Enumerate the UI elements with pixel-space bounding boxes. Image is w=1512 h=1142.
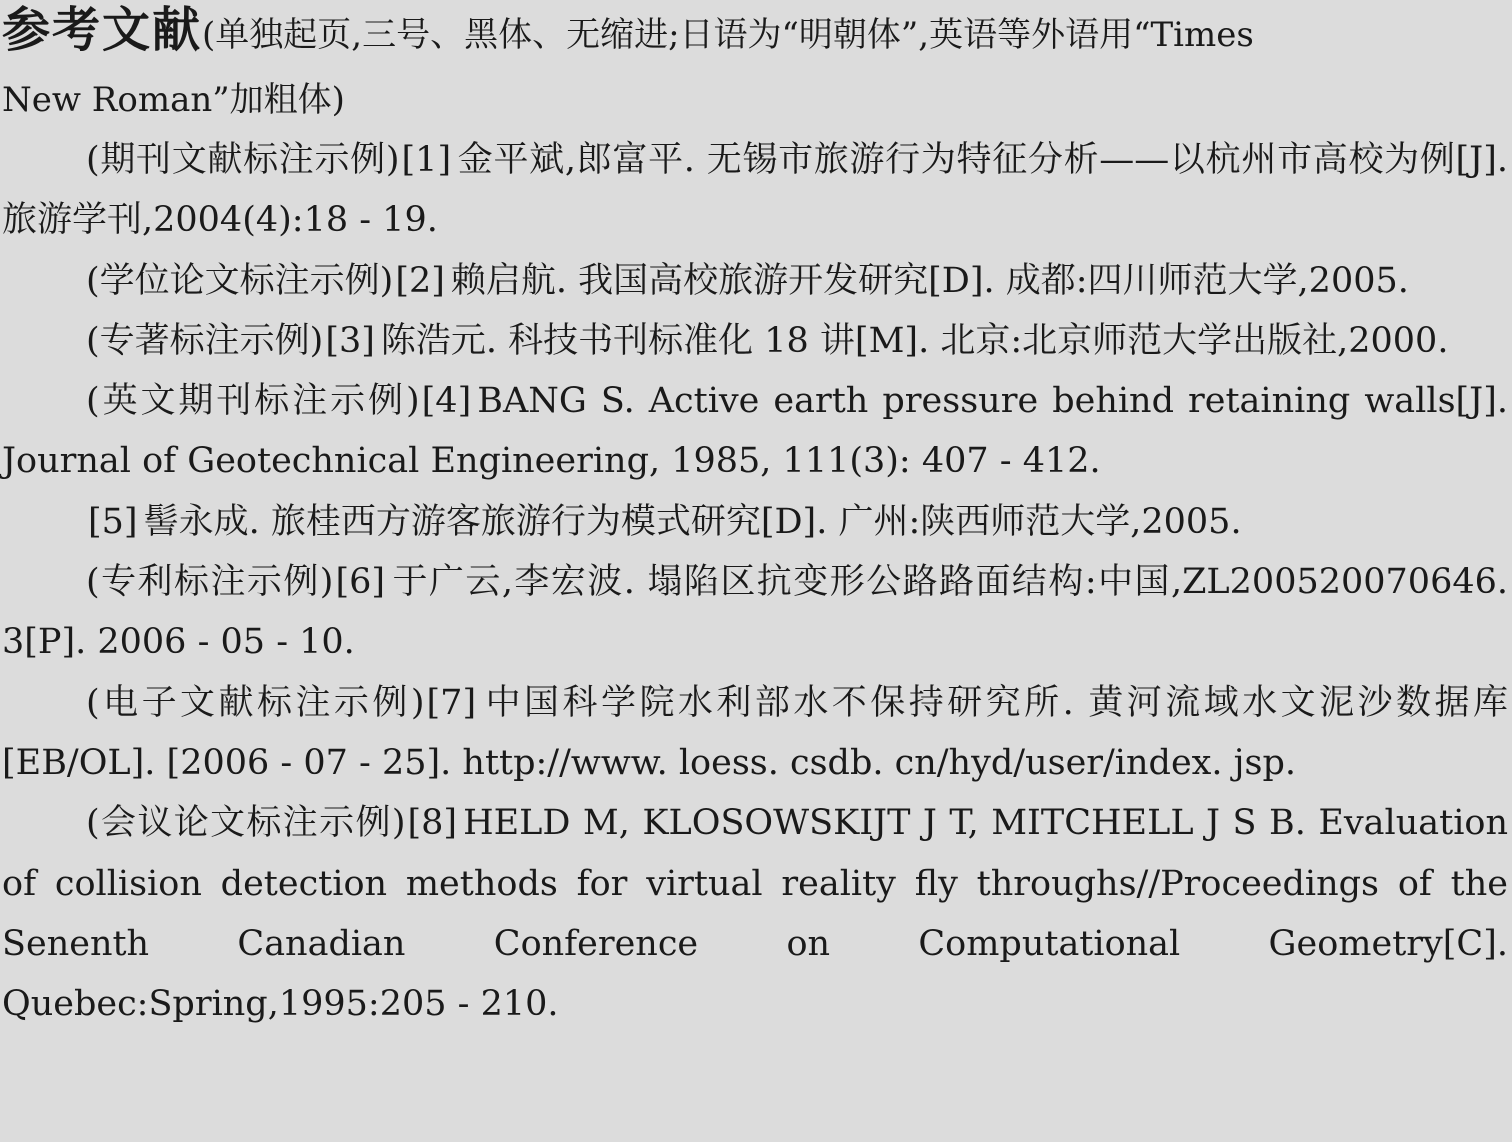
references-heading xyxy=(2,0,1508,70)
reference-item-5 xyxy=(2,492,1508,552)
reference-text: 金平斌,郎富平. 无锡市旅游行为特征分析——以杭州市高校为例[J]. 旅游学刊,2004(4):18 - 19. xyxy=(2,140,1508,241)
reference-text: HELD M, KLOSOWSKIJT J T, MITCHELL J S B. Evaluation of collision detection methods for virtual reality fly throughs//Proceedings of the Senenth Canadian Conference on Computational Geometry[C]. Quebec:Spring,1995:205 - 210. xyxy=(2,803,1508,1025)
reference-text: BANG S. Active earth pressure behind retaining walls[J]. Journal of Geotechnical Engineering, 1985, 111(3): 407 - 412. xyxy=(2,381,1508,482)
reference-type-label: (学位论文标注示例) xyxy=(86,260,394,301)
reference-list xyxy=(2,130,1508,1034)
reference-type-label: (专著标注示例) xyxy=(86,320,324,361)
reference-item-7 xyxy=(2,673,1508,794)
reference-item-6 xyxy=(2,552,1508,673)
reference-type-label: (英文期刊标注示例) xyxy=(86,381,420,422)
reference-item-1 xyxy=(2,130,1508,251)
reference-text: 中国科学院水利部水不保持研究所. 黄河流域水文泥沙数据库[EB/OL]. [2006 - 07 - 25]. http://www. loess. csdb. cn/hyd/user/index. jsp. xyxy=(2,682,1508,783)
reference-number: [1] xyxy=(401,140,452,180)
heading-format-note: (单独起页,三号、黑体、无缩进;日语为“明朝体”,英语等外语用“Times xyxy=(202,15,1254,55)
reference-item-4 xyxy=(2,371,1508,492)
reference-number: [5] xyxy=(88,501,138,542)
reference-item-3 xyxy=(2,311,1508,371)
heading-format-note-continued: New Roman”加粗体) xyxy=(2,80,345,120)
reference-number: [2] xyxy=(395,260,445,301)
reference-number: [6] xyxy=(335,562,386,603)
reference-text: 赖启航. 我国高校旅游开发研究[D]. 成都:四川师范大学,2005. xyxy=(450,260,1409,301)
reference-text: 于广云,李宏波. 塌陷区抗变形公路路面结构:中国,ZL200520070646. 3[P]. 2006 - 05 - 10. xyxy=(2,562,1508,663)
reference-type-label: (电子文献标注示例) xyxy=(86,682,425,723)
reference-type-label: (会议论文标注示例) xyxy=(86,803,406,844)
reference-item-8 xyxy=(2,793,1508,1034)
reference-type-label: (专利标注示例) xyxy=(86,562,334,603)
reference-number: [7] xyxy=(426,682,477,723)
reference-text: 陈浩元. 科技书刊标准化 18 讲[M]. 北京:北京师范大学出版社,2000. xyxy=(380,320,1449,361)
reference-number: [8] xyxy=(407,803,458,844)
reference-item-2 xyxy=(2,251,1508,311)
reference-number: [4] xyxy=(421,381,472,422)
reference-text: 髻永成. 旅桂西方游客旅游行为模式研究[D]. 广州:陕西师范大学,2005. xyxy=(143,501,1242,542)
reference-type-label: (期刊文献标注示例) xyxy=(86,140,400,180)
reference-number: [3] xyxy=(325,320,375,361)
heading-title: 参考文献 xyxy=(2,2,203,58)
